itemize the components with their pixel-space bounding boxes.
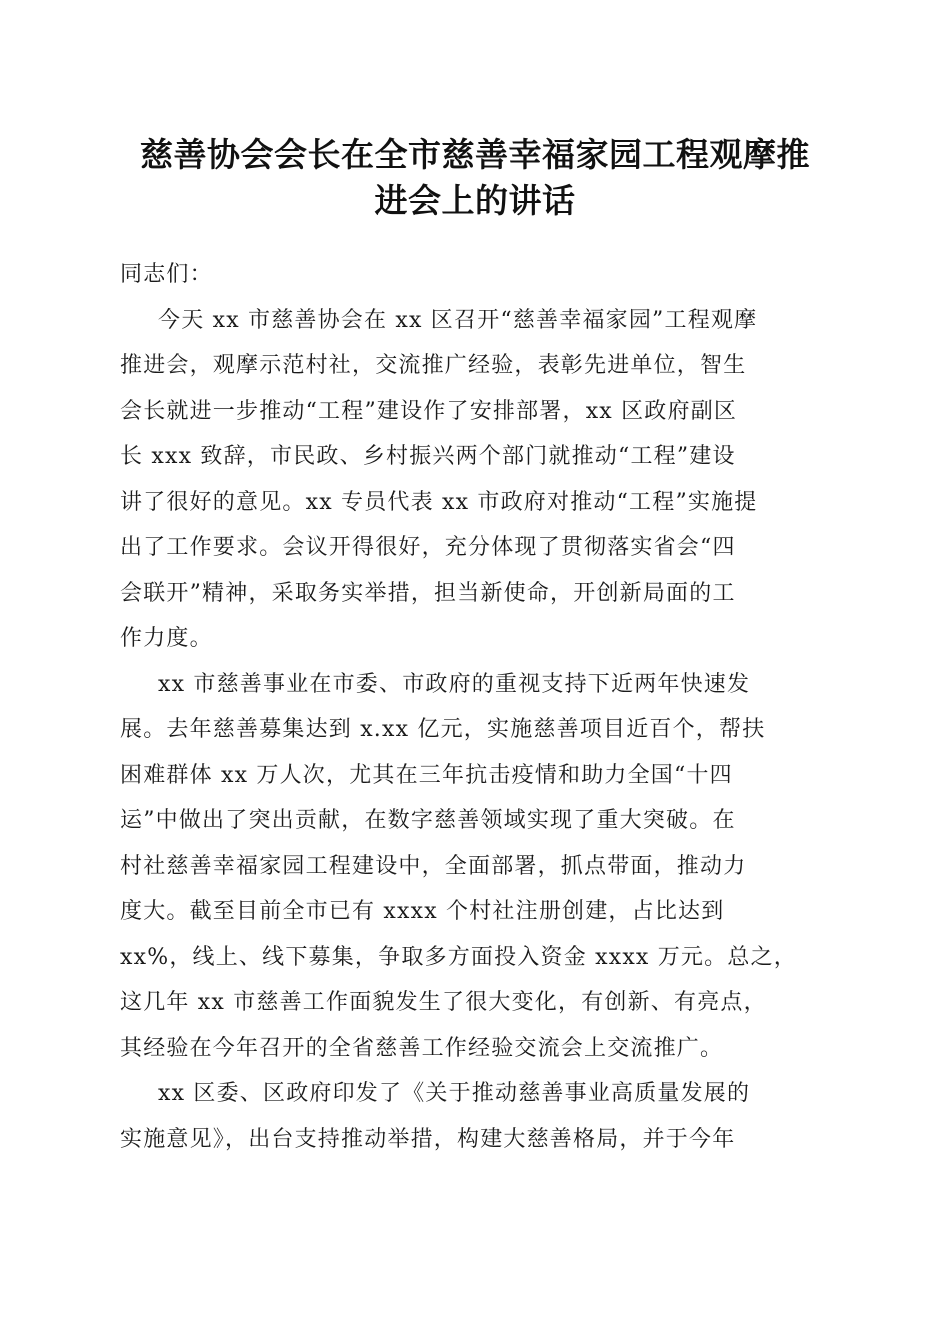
paragraph-line: 讲了很好的意见。xx 专员代表 xx 市政府对推动“工程”实施提 (120, 489, 758, 515)
paragraph-3 (120, 1071, 832, 1162)
paragraph-line: 实施意见》，出台支持推动举措，构建大慈善格局，并于今年 (120, 1126, 736, 1152)
title-line: 慈善协会会长在全市慈善幸福家园工程观摩推 (140, 135, 810, 174)
paragraph-line: 其经验在今年召开的全省慈善工作经验交流会上交流推广。 (120, 1035, 724, 1061)
paragraph-line: 展。去年慈善募集达到 x.xx 亿元，实施慈善项目近百个，帮扶 (120, 717, 766, 742)
paragraph-line: 运”中做出了突出贡献，在数字慈善领域实现了重大突破。在 (120, 808, 736, 833)
title-line: 进会上的讲话 (374, 181, 576, 220)
paragraph-line: 会联开”精神，采取务实举措，担当新使命，开创新局面的工 (120, 580, 736, 606)
paragraph-line: 困难群体 xx 万人次，尤其在三年抗击疫情和助力全国“十四 (120, 762, 733, 788)
paragraph-line: xx 市慈善事业在市委、市政府的重视支持下近两年快速发 (158, 671, 751, 697)
paragraph-line: 出了工作要求。会议开得很好，充分体现了贯彻落实省会“四 (120, 535, 736, 560)
paragraph-line: 会长就进一步推动“工程”建设作了安排部署，xx 区政府副区 (120, 398, 738, 424)
paragraph-line: 村社慈善幸福家园工程建设中，全面部署，抓点带面，推动力 (120, 853, 747, 879)
salutation: 同志们： (120, 262, 213, 287)
paragraph-line: xx%，线上、线下募集，争取多方面投入资金 xxxx 万元。总之， (120, 944, 797, 970)
paragraph-line: xx 区委、区政府印发了《关于推动慈善事业高质量发展的 (158, 1081, 751, 1106)
paragraph-line: 推进会，观摩示范村社，交流推广经验，表彰先进单位，智生 (120, 353, 747, 378)
document-body (120, 252, 832, 1162)
paragraph-line: 这几年 xx 市慈善工作面貌发生了很大变化，有创新、有亮点， (120, 990, 767, 1015)
paragraph-line: 作力度。 (120, 626, 213, 651)
paragraph-line: 长 xxx 致辞，市民政、乡村振兴两个部门就推动“工程”建设 (120, 444, 736, 469)
paragraph-line: 度大。截至目前全市已有 xxxx 个村社注册创建，占比达到 (120, 899, 725, 924)
paragraph-1 (120, 298, 832, 662)
paragraph-line: 今天 xx 市慈善协会在 xx 区召开“慈善幸福家园”工程观摩 (158, 307, 758, 333)
document-title (110, 132, 840, 224)
paragraph-2 (120, 662, 832, 1072)
